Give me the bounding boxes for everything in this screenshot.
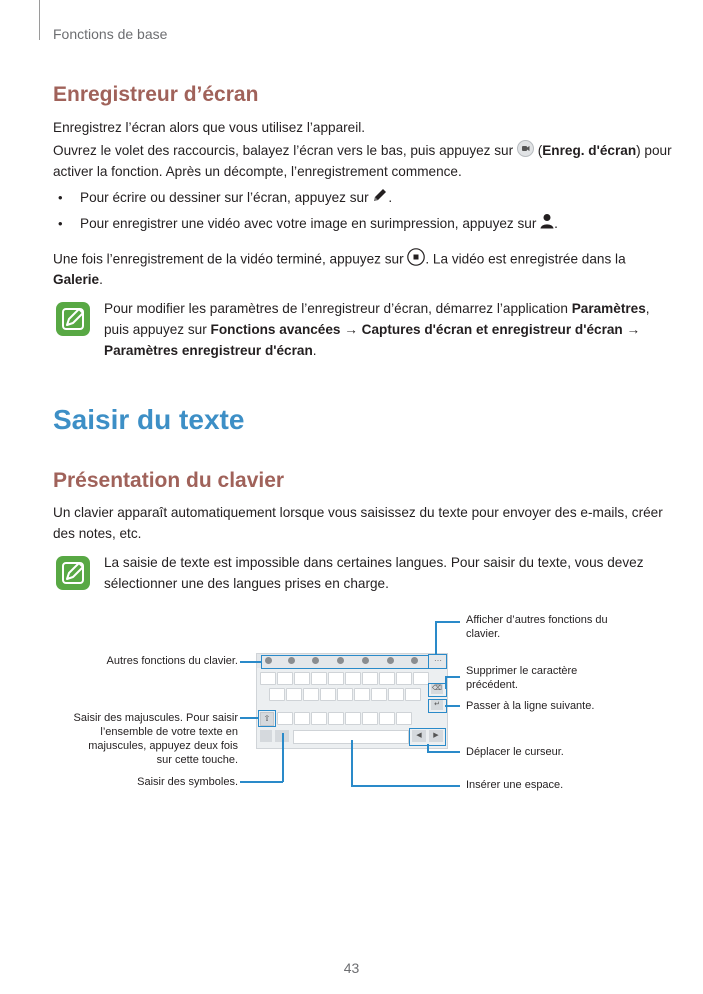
- leader-symbols-h: [240, 781, 283, 783]
- text-input-title: Saisir du texte: [53, 404, 245, 435]
- after-text: Une fois l’enregistrement de la vidéo terminé, appuyez sur: [53, 251, 408, 267]
- keyboard-key: [345, 712, 361, 725]
- symbols-key: [260, 730, 272, 742]
- keyboard-key: [311, 672, 327, 685]
- note-icon: [56, 302, 90, 336]
- label-delete-2: précédent.: [466, 679, 518, 691]
- after-recording: [53, 248, 626, 272]
- label-more-functions: [466, 613, 608, 641]
- more-highlight: [428, 654, 447, 669]
- more-icon: ⋯: [434, 656, 442, 665]
- note-arrow-1: →: [340, 322, 362, 337]
- note-settings: Paramètres: [571, 301, 646, 316]
- language-note-1: La saisie de texte est impossible dans certaines langues. Pour saisir du texte, vous devez: [104, 555, 644, 570]
- screen-recorder-intro: Enregistrez l’écran alors que vous utilisez l’appareil.: [53, 120, 366, 135]
- keyboard-key: [354, 688, 370, 701]
- leader-cursor-v: [427, 744, 429, 751]
- step-text: Ouvrez le volet des raccourcis, balayez l’écran vers le bas, puis appuyez sur: [53, 143, 517, 159]
- after-recording-line2: [53, 269, 103, 290]
- label-caps-3: majuscules, appuyez deux fois: [88, 740, 238, 752]
- after-end: .: [99, 272, 103, 287]
- pen-icon: [372, 187, 388, 209]
- leader-caps: [240, 717, 258, 719]
- note-line-1: [104, 298, 650, 319]
- note-a: Pour modifier les paramètres de l’enregistreur d’écran, démarrez l’application: [104, 301, 572, 316]
- step-paren-close: ) pour: [636, 143, 672, 159]
- note-end: .: [312, 343, 317, 358]
- person-icon: [540, 213, 554, 235]
- label-delete: [466, 664, 577, 692]
- keyboard-overview-heading: Présentation du clavier: [53, 469, 285, 492]
- label-caps-1: Saisir des majuscules. Pour saisir: [73, 712, 238, 724]
- screen-recorder-step-line2: activer la fonction. Après un décompte, l’enregistrement commence.: [53, 164, 462, 179]
- keyboard-key: [328, 712, 344, 725]
- keyboard-key: [294, 672, 310, 685]
- stop-icon: [407, 248, 425, 272]
- bullet-dot-1: •: [58, 190, 63, 205]
- step-bold: Enreg. d'écran: [542, 143, 637, 159]
- page-number: 43: [343, 960, 360, 976]
- after-text-2: . La vidéo est enregistrée dans la: [425, 251, 626, 267]
- note-line-2: [104, 319, 640, 340]
- keyboard-key: [337, 688, 353, 701]
- leader-more-h: [435, 621, 460, 623]
- language-note-2: sélectionner une des langues prises en charge.: [104, 576, 389, 591]
- keyboard-key: [286, 688, 302, 701]
- label-symbols: Saisir des symboles.: [137, 776, 238, 788]
- label-delete-1: Supprimer le caractère: [466, 665, 578, 677]
- header-rule: [39, 0, 40, 40]
- screen-recorder-heading: Enregistreur d’écran: [53, 83, 259, 106]
- keyboard-key: [345, 672, 361, 685]
- keyboard-key: [413, 672, 429, 685]
- screen-recorder-icon: [517, 140, 534, 163]
- keyboard-key: [294, 712, 310, 725]
- keyboard-key: [379, 712, 395, 725]
- shift-icon: ⇧: [260, 712, 274, 726]
- leader-space-v: [351, 740, 353, 786]
- label-caps: [40, 711, 238, 767]
- bullet-2-text: Pour enregistrer une vidéo avec votre image en surimpression, appuyez sur: [80, 216, 541, 231]
- gallery-bold: Galerie: [53, 272, 100, 287]
- bullet-1: [80, 187, 392, 209]
- keyboard-key: [320, 688, 336, 701]
- keyboard-intro-2: des notes, etc.: [53, 526, 142, 541]
- leader-more: [435, 621, 437, 655]
- label-other-functions: Autres fonctions du clavier.: [106, 655, 238, 667]
- label-cursor: Déplacer le curseur.: [466, 746, 564, 758]
- bullet-1-text: Pour écrire ou dessiner sur l’écran, appuyez sur: [80, 190, 373, 205]
- keyboard-key: [362, 712, 378, 725]
- section-header: Fonctions de base: [53, 26, 168, 42]
- enter-icon: ↵: [431, 700, 443, 710]
- keyboard-key: [260, 672, 276, 685]
- step-paren-open: (: [533, 143, 543, 159]
- keyboard-key: [328, 672, 344, 685]
- keyboard-key: [277, 712, 293, 725]
- bullet-2-end: .: [554, 216, 558, 231]
- leader-space-h: [351, 785, 460, 787]
- leader-cursor-h: [427, 751, 460, 753]
- note-recorder-settings: Paramètres enregistreur d'écran: [104, 343, 313, 358]
- note-line-3: [104, 340, 317, 361]
- keyboard-key: [371, 688, 387, 701]
- backspace-icon: ⌫: [432, 685, 442, 692]
- bullet-dot-2: •: [58, 216, 63, 231]
- leader-delete-v: [445, 676, 447, 689]
- keyboard-key: [396, 672, 412, 685]
- keyboard-key: [311, 712, 327, 725]
- keyboard-key: [379, 672, 395, 685]
- keyboard-key: [396, 712, 412, 725]
- keyboard-key: [269, 688, 285, 701]
- note-c: puis appuyez sur: [104, 322, 211, 337]
- toolbar-highlight: [261, 655, 429, 669]
- note-b: ,: [645, 301, 650, 316]
- shift-highlight: [258, 710, 276, 727]
- bullet-1-end: .: [388, 190, 393, 205]
- note-advanced: Fonctions avancées: [210, 322, 341, 337]
- leader-symbols-v: [282, 733, 284, 782]
- label-more-2: clavier.: [466, 628, 501, 640]
- note-icon-2: [56, 556, 90, 590]
- label-space: Insérer une espace.: [466, 779, 564, 791]
- keyboard-intro-1: Un clavier apparaît automatiquement lorsque vous saisissez du texte pour envoyer des e-mails, créer: [53, 505, 663, 520]
- cursor-right-icon: ▶: [429, 730, 443, 742]
- keyboard-key: [277, 672, 293, 685]
- bullet-2: [80, 213, 558, 235]
- keyboard-key: [362, 672, 378, 685]
- cursor-left-icon: ◀: [412, 730, 426, 742]
- label-caps-4: sur cette touche.: [156, 754, 238, 766]
- note-arrow-2: →: [622, 322, 641, 337]
- keyboard-key: [388, 688, 404, 701]
- leader-enter: [445, 705, 460, 707]
- label-next-line: Passer à la ligne suivante.: [466, 700, 595, 712]
- label-more-1: Afficher d’autres fonctions du: [466, 614, 608, 626]
- leader-delete-h: [445, 676, 460, 678]
- keyboard-key: [303, 688, 319, 701]
- screen-recorder-step: [53, 140, 672, 163]
- keyboard-key: [405, 688, 421, 701]
- leader-toolbar: [240, 661, 261, 663]
- note-captures: Captures d'écran et enregistreur d'écran: [361, 322, 623, 337]
- label-caps-2: l’ensemble de votre texte en: [100, 726, 238, 738]
